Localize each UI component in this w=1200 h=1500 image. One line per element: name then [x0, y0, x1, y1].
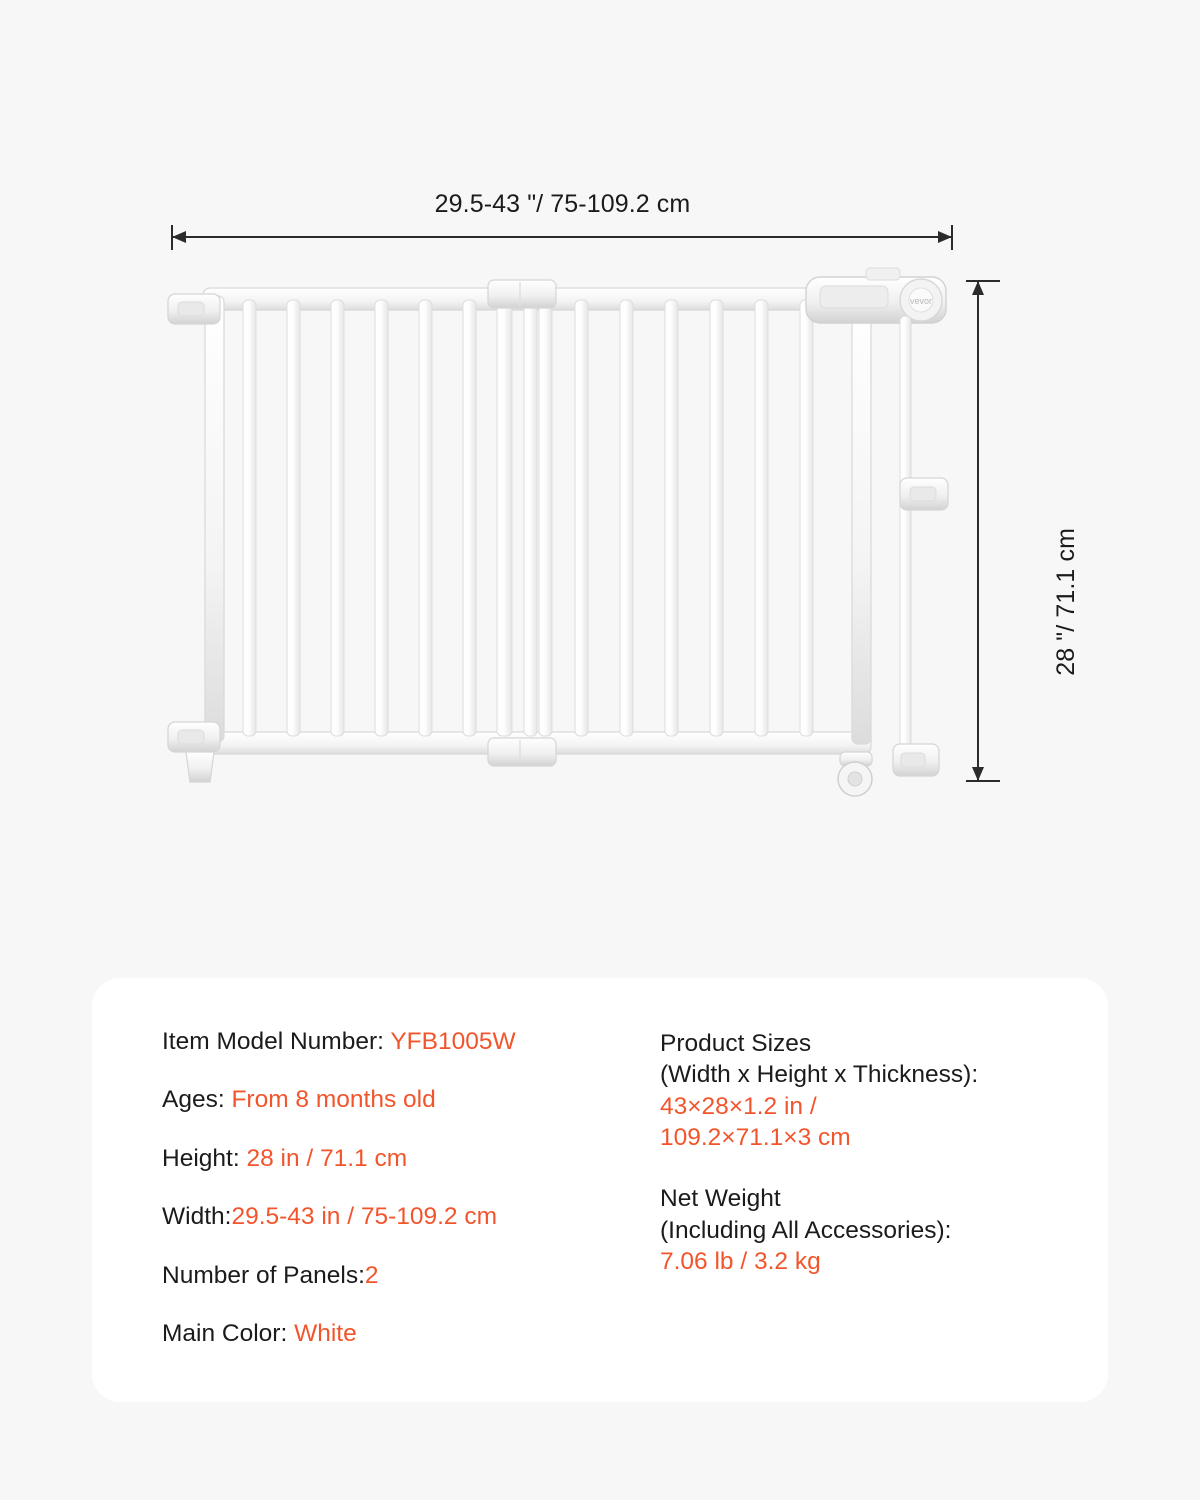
- spec-value: YFB1005W: [390, 1028, 516, 1055]
- width-dimension-line: [172, 225, 952, 250]
- spec-label: Height:: [162, 1144, 247, 1172]
- brand-logo: vevor: [909, 296, 933, 306]
- spec-width: [162, 1203, 592, 1230]
- spec-height: [162, 1145, 592, 1172]
- spec-value: White: [294, 1320, 357, 1348]
- panel-connector-bottom: [488, 738, 556, 766]
- spec-item-model-number: [162, 1028, 592, 1055]
- spec-number-of-panels: [162, 1262, 592, 1289]
- spec-label: Main Color:: [162, 1320, 295, 1348]
- spec-value: 2: [364, 1261, 379, 1289]
- spec-value-line1: 43×28×1.2 in /: [660, 1092, 817, 1120]
- mount-bracket-middle-right: [900, 478, 948, 510]
- spec-label-line1: Product Sizes: [660, 1030, 812, 1057]
- panel-connector-top: [488, 280, 556, 308]
- spec-right-column: [592, 978, 1108, 1402]
- width-dimension-label: 29.5-43 "/ 75-109.2 cm: [434, 190, 691, 218]
- spec-label-line2: (Including All Accessories):: [660, 1216, 952, 1244]
- spec-label: Number of Panels:: [162, 1261, 365, 1289]
- mount-bracket-bottom-left: [168, 722, 220, 782]
- spec-product-sizes: [660, 1028, 1108, 1153]
- spec-label-line1: Net Weight: [660, 1185, 781, 1213]
- spec-label: Ages:: [162, 1086, 232, 1114]
- roller-wheel: [838, 752, 872, 796]
- mount-bracket-top-left: [168, 294, 220, 324]
- spec-value: 29.5-43 in / 75-109.2 cm: [231, 1203, 498, 1231]
- mount-bracket-bottom-right: [893, 744, 939, 776]
- spec-label-line2: (Width x Height x Thickness):: [660, 1061, 979, 1089]
- spec-net-weight: [660, 1183, 1108, 1277]
- height-dimension-line: [966, 281, 1000, 781]
- spec-label: Item Model Number:: [162, 1028, 391, 1055]
- spec-ages: [162, 1086, 592, 1113]
- spec-value-line2: 109.2×71.1×3 cm: [660, 1124, 851, 1152]
- specification-card: [92, 978, 1108, 1402]
- spec-left-column: [92, 978, 592, 1402]
- spec-value: 28 in / 71.1 cm: [246, 1144, 408, 1172]
- height-dimension-label: 28 "/ 71.1 cm: [1052, 528, 1080, 676]
- spec-value: From 8 months old: [231, 1086, 436, 1114]
- spec-label: Width:: [162, 1203, 232, 1231]
- spec-value-line1: 7.06 lb / 3.2 kg: [660, 1248, 821, 1276]
- spec-main-color: [162, 1320, 592, 1347]
- gate-body: [168, 268, 948, 796]
- gate-latch-handle: [806, 268, 946, 323]
